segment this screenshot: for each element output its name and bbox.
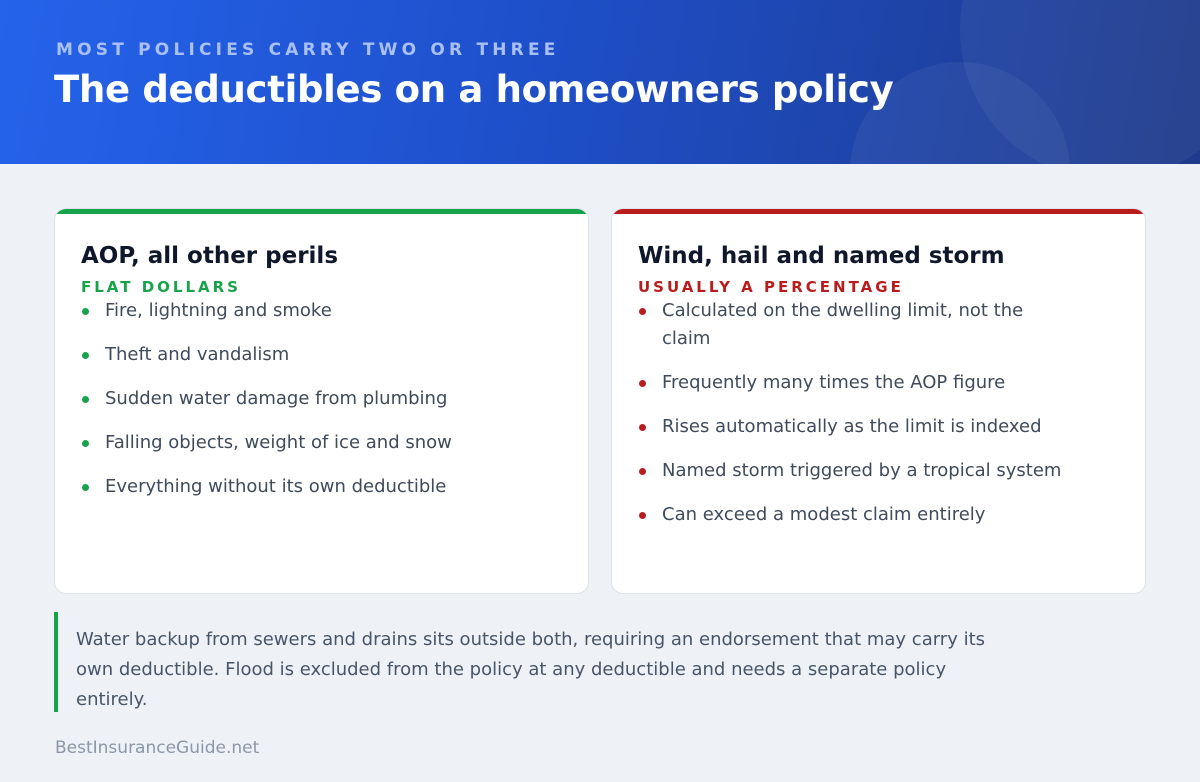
bullet-dot-icon: [82, 396, 89, 403]
bullet-dot-icon: [82, 440, 89, 447]
list-item-text: Named storm triggered by a tropical system: [662, 460, 1062, 481]
list-item: [638, 457, 1068, 485]
bullet-dot-icon: [82, 352, 89, 359]
list-item-text: Calculated on the dwelling limit, not the claim: [662, 300, 1024, 349]
bullet-list: [638, 297, 1068, 545]
source-credit: BestInsuranceGuide.net: [55, 738, 260, 758]
list-item-text: Everything without its own deductible: [105, 476, 447, 497]
bullet-dot-icon: [82, 308, 89, 315]
header-banner: [0, 0, 1200, 164]
list-item: [81, 341, 511, 369]
list-item: [638, 413, 1068, 441]
list-item: [638, 501, 1068, 529]
page-title: The deductibles on a homeowners policy: [54, 68, 894, 111]
card-title: Wind, hail and named storm: [638, 243, 1005, 269]
list-item-text: Can exceed a modest claim entirely: [662, 504, 986, 525]
list-item-text: Theft and vandalism: [105, 344, 290, 365]
list-item: [81, 297, 511, 325]
bullet-dot-icon: [639, 468, 646, 475]
callout-note: [54, 612, 1014, 712]
card-title: AOP, all other perils: [81, 243, 339, 269]
list-item: [638, 369, 1068, 397]
list-item-text: Falling objects, weight of ice and snow: [105, 432, 452, 453]
list-item-text: Fire, lightning and smoke: [105, 300, 332, 321]
bullet-dot-icon: [639, 308, 646, 315]
bullet-dot-icon: [639, 424, 646, 431]
card-accent-bar: [612, 209, 1145, 214]
card-accent-bar: [55, 209, 588, 214]
list-item-text: Sudden water damage from plumbing: [105, 388, 448, 409]
bullet-dot-icon: [82, 484, 89, 491]
bullet-dot-icon: [639, 380, 646, 387]
bullet-list: [81, 297, 511, 517]
bullet-dot-icon: [639, 512, 646, 519]
card-aop-deductible: [54, 208, 589, 594]
callout-note-text: Water backup from sewers and drains sits outside both, requiring an endorsement that may carry its own deductible. Flood is excluded from the policy at any deductible and needs a separate policy entirely.: [76, 629, 986, 710]
list-item-text: Frequently many times the AOP figure: [662, 372, 1006, 393]
header-kicker: MOST POLICIES CARRY TWO OR THREE: [56, 40, 560, 60]
card-subtitle: FLAT DOLLARS: [81, 278, 241, 296]
list-item: [81, 385, 511, 413]
list-item: [81, 473, 511, 501]
list-item-text: Rises automatically as the limit is indexed: [662, 416, 1042, 437]
card-subtitle: USUALLY A PERCENTAGE: [638, 278, 904, 296]
list-item: [638, 297, 1068, 353]
card-wind-hail-deductible: [611, 208, 1146, 594]
list-item: [81, 429, 511, 457]
